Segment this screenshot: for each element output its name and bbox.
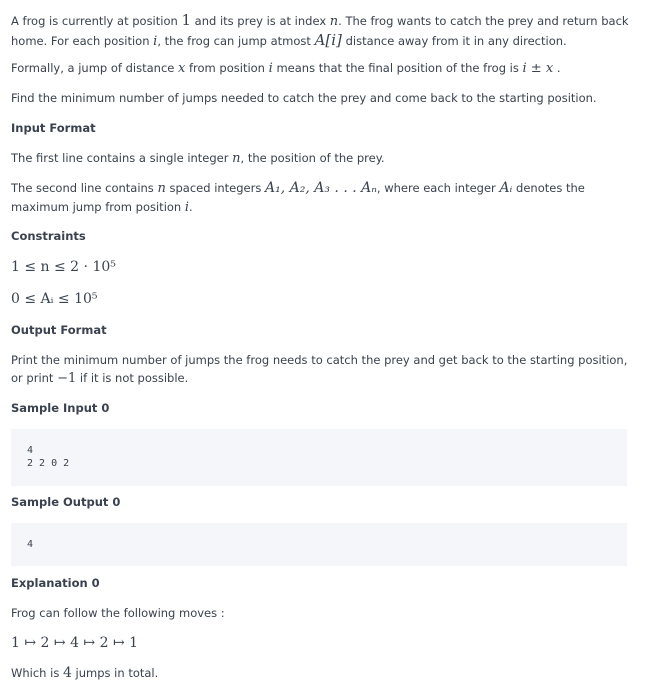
constraint-n: 1 ≤ n ≤ 2 · 10⁵ <box>11 259 116 275</box>
text: , the frog can jump atmost <box>157 34 315 48</box>
explanation-moves: 1 ↦ 2 ↦ 4 ↦ 2 ↦ 1 <box>11 635 139 651</box>
math-a-i: A[i] <box>314 31 342 49</box>
text: if it is not possible. <box>76 371 189 385</box>
math-minus-one: −1 <box>57 371 77 386</box>
input-line2 <box>11 179 636 217</box>
text: . <box>189 200 193 214</box>
math-x: x <box>178 61 186 76</box>
sample-input-line2: 2 2 0 2 <box>27 458 70 469</box>
math-array: A₁, A₂, A₃ . . . Aₙ <box>265 180 377 196</box>
intro-paragraph <box>11 11 636 51</box>
text: , where each integer <box>376 181 500 195</box>
math-a-i: Aᵢ <box>499 180 513 196</box>
text: The second line contains <box>11 181 158 195</box>
math-n: n <box>329 14 339 29</box>
text: denotes the maximum jump from position <box>11 181 585 214</box>
text: distance away from it in any direction. <box>341 34 567 48</box>
input-format-heading: Input Format <box>11 121 96 135</box>
explanation-total <box>11 664 636 682</box>
text: and its prey is at index <box>191 14 330 28</box>
math-i-plus-minus-x: i ± x <box>522 61 554 76</box>
math-four: 4 <box>62 665 72 681</box>
text: A frog is currently at position <box>11 14 182 28</box>
text: from position <box>185 61 269 75</box>
math-i: i <box>268 61 273 76</box>
math-i: i <box>184 200 190 215</box>
constraint-a: 0 ≤ Aᵢ ≤ 10⁵ <box>11 291 98 307</box>
text: spaced integers <box>165 181 266 195</box>
task-paragraph: Find the minimum number of jumps needed to catch the prey and come back to the starting position. <box>11 91 597 105</box>
text: Which is <box>11 666 63 680</box>
text: Print the minimum number of jumps the frog needs to catch the prey and get back to the starting position, or print <box>11 353 628 385</box>
output-format-text <box>11 351 631 388</box>
text: means that the final position of the frog is <box>272 61 523 75</box>
math-n: n <box>232 151 241 166</box>
sample-input-block <box>11 429 627 486</box>
text: . <box>553 61 561 75</box>
formal-paragraph <box>11 59 636 78</box>
sample-output-line1: 4 <box>27 539 34 550</box>
text: jumps in total. <box>71 666 159 680</box>
text: , the position of the prey. <box>240 151 385 165</box>
explanation-line1: Frog can follow the following moves : <box>11 606 225 620</box>
text: . The frog wants to catch the prey and return back home. For each position <box>11 14 629 48</box>
sample-input-line1: 4 <box>27 445 34 456</box>
output-format-heading: Output Format <box>11 323 107 337</box>
sample-output-block <box>11 523 627 566</box>
constraints-heading: Constraints <box>11 229 86 243</box>
math-n: n <box>157 181 166 196</box>
sample-input-heading: Sample Input 0 <box>11 401 110 415</box>
text: Formally, a jump of distance <box>11 61 178 75</box>
math-i: i <box>153 34 158 49</box>
explanation-heading: Explanation 0 <box>11 576 100 590</box>
text: The first line contains a single integer <box>11 151 233 165</box>
input-line1 <box>11 149 636 168</box>
math-start-position: 1 <box>181 11 191 29</box>
sample-output-heading: Sample Output 0 <box>11 495 121 509</box>
